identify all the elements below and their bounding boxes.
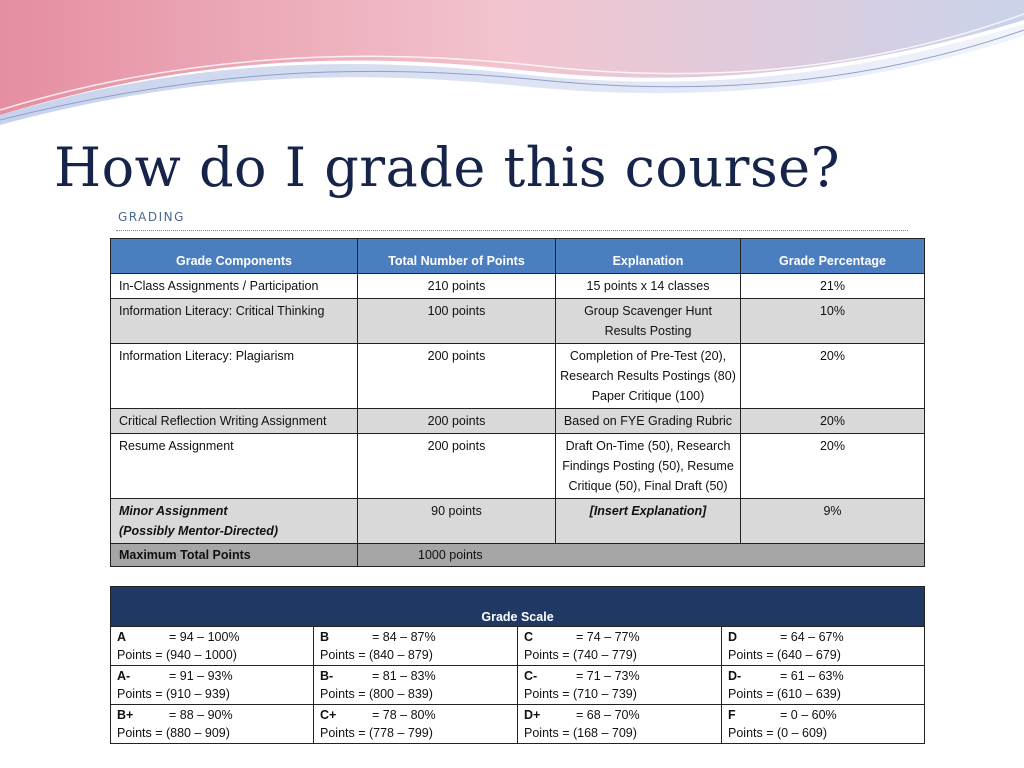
grade-points: Points = (880 – 909) [117, 726, 230, 740]
explanation-line: Paper Critique (100) [591, 389, 705, 403]
points-cell: 210 points [358, 274, 556, 299]
explanation-cell [556, 344, 741, 409]
component-label: Resume Assignment [119, 439, 234, 453]
points-cell: 200 points [358, 409, 556, 434]
grade-range: = 88 – 90% [169, 708, 233, 722]
grade-range: = 91 – 93% [169, 669, 233, 683]
decorative-wave-banner [0, 0, 1024, 130]
component-label: In-Class Assignments / Participation [119, 279, 319, 293]
component-cell [111, 274, 358, 299]
grade-letter: C- [524, 669, 538, 683]
component-cell [111, 434, 358, 499]
grade-points: Points = (840 – 879) [320, 648, 433, 662]
explanation-line: Group Scavenger Hunt [584, 304, 712, 318]
points-cell: 100 points [358, 299, 556, 344]
grade-range: = 61 – 63% [780, 669, 844, 683]
grade-letter: D+ [524, 708, 541, 722]
explanation-line: 15 points x 14 classes [586, 279, 710, 293]
table-row [111, 299, 925, 344]
explanation-line: Completion of Pre-Test (20), [569, 349, 727, 363]
grade-cell [314, 705, 518, 744]
percentage-cell: 20% [741, 344, 925, 409]
grade-cell [722, 627, 925, 666]
table-row [111, 344, 925, 409]
grade-cell [314, 666, 518, 705]
grade-cell [722, 666, 925, 705]
grade-points: Points = (800 – 839) [320, 687, 433, 701]
table-row [111, 274, 925, 299]
explanation-line: Based on FYE Grading Rubric [563, 414, 733, 428]
grade-letter: C [524, 630, 534, 644]
grade-points: Points = (940 – 1000) [117, 648, 237, 662]
table-row [111, 434, 925, 499]
grade-letter: C+ [320, 708, 337, 722]
total-label: Maximum Total Points [111, 544, 358, 567]
header-explanation: Explanation [556, 239, 741, 274]
component-cell [111, 299, 358, 344]
table-row [111, 499, 925, 544]
explanation-cell [556, 299, 741, 344]
explanation-line: Draft On-Time (50), Research [565, 439, 731, 453]
grade-points: Points = (740 – 779) [524, 648, 637, 662]
grade-range: = 68 – 70% [576, 708, 640, 722]
header-grade-components: Grade Components [111, 239, 358, 274]
explanation-line: Critique (50), Final Draft (50) [568, 479, 728, 493]
grade-cell [111, 666, 314, 705]
grade-range: = 74 – 77% [576, 630, 640, 644]
grade-letter: B+ [117, 708, 134, 722]
total-empty-cell [556, 544, 741, 567]
grade-scale-row [111, 627, 925, 666]
grading-document [102, 204, 932, 752]
component-label: Critical Reflection Writing Assignment [119, 414, 327, 428]
grade-range: = 64 – 67% [780, 630, 844, 644]
component-label: Information Literacy: Critical Thinking [119, 304, 325, 318]
header-grade-percentage: Grade Percentage [741, 239, 925, 274]
grade-range: = 84 – 87% [372, 630, 436, 644]
component-cell [111, 344, 358, 409]
grade-letter: B- [320, 669, 334, 683]
percentage-cell: 10% [741, 299, 925, 344]
grade-letter: A [117, 630, 127, 644]
grade-points: Points = (168 – 709) [524, 726, 637, 740]
percentage-cell: 21% [741, 274, 925, 299]
explanation-cell [556, 434, 741, 499]
component-label: Information Literacy: Plagiarism [119, 349, 295, 363]
grading-table [110, 238, 925, 567]
grade-range: = 71 – 73% [576, 669, 640, 683]
grade-letter: A- [117, 669, 131, 683]
grade-letter: F [728, 708, 736, 722]
grade-cell [111, 627, 314, 666]
grade-scale-row [111, 705, 925, 744]
explanation-line: Research Results Postings (80) [560, 369, 736, 383]
slide-title: How do I grade this course? [54, 136, 841, 199]
grade-points: Points = (710 – 739) [524, 687, 637, 701]
table-row [111, 409, 925, 434]
section-label: GRADING [118, 210, 185, 224]
grade-range: = 78 – 80% [372, 708, 436, 722]
explanation-cell [556, 499, 741, 544]
grade-cell [111, 705, 314, 744]
grade-cell [722, 705, 925, 744]
grade-scale-title: Grade Scale [111, 587, 925, 627]
percentage-cell: 20% [741, 434, 925, 499]
percentage-cell: 20% [741, 409, 925, 434]
total-empty-cell [741, 544, 925, 567]
grade-letter: B [320, 630, 330, 644]
component-cell [111, 499, 358, 544]
total-row [111, 544, 925, 567]
explanation-line: [Insert Explanation] [589, 504, 707, 518]
grade-cell [518, 666, 722, 705]
total-points: 1000 points [358, 544, 556, 567]
grade-cell [314, 627, 518, 666]
grade-cell [518, 627, 722, 666]
grading-header-row [111, 239, 925, 274]
explanation-cell [556, 274, 741, 299]
component-label: (Possibly Mentor-Directed) [119, 524, 279, 538]
component-cell [111, 409, 358, 434]
grade-points: Points = (610 – 639) [728, 687, 841, 701]
header-total-points: Total Number of Points [358, 239, 556, 274]
grade-points: Points = (640 – 679) [728, 648, 841, 662]
explanation-line: Findings Posting (50), Resume [562, 459, 734, 473]
points-cell: 200 points [358, 344, 556, 409]
section-divider [116, 230, 908, 231]
grade-points: Points = (910 – 939) [117, 687, 230, 701]
grade-letter: D [728, 630, 738, 644]
points-cell: 90 points [358, 499, 556, 544]
grade-range: = 0 – 60% [780, 708, 837, 722]
percentage-cell: 9% [741, 499, 925, 544]
component-label: Minor Assignment [119, 504, 228, 518]
grade-scale-table [110, 586, 925, 744]
explanation-line: Results Posting [604, 324, 692, 338]
grade-range: = 94 – 100% [169, 630, 240, 644]
grade-points: Points = (778 – 799) [320, 726, 433, 740]
grade-letter: D- [728, 669, 742, 683]
grade-points: Points = (0 – 609) [728, 726, 828, 740]
explanation-cell [556, 409, 741, 434]
grade-cell [518, 705, 722, 744]
grade-range: = 81 – 83% [372, 669, 436, 683]
points-cell: 200 points [358, 434, 556, 499]
grade-scale-row [111, 666, 925, 705]
